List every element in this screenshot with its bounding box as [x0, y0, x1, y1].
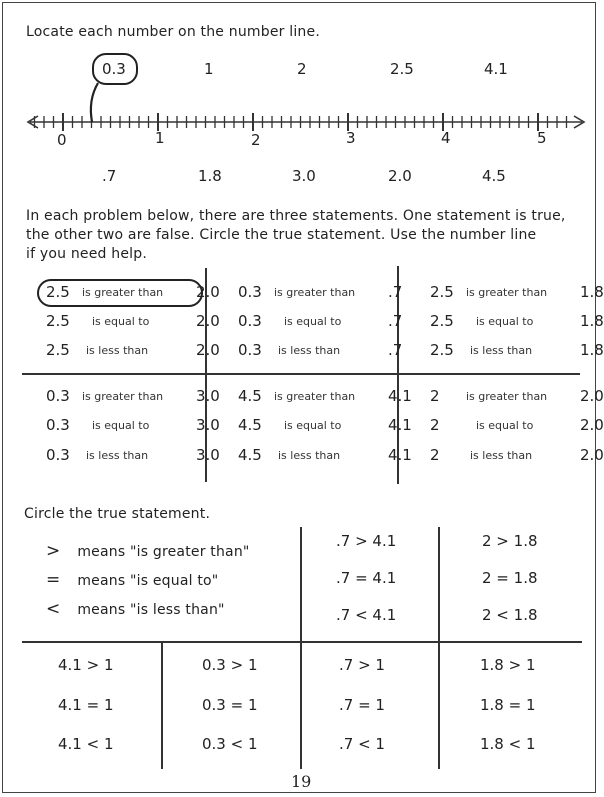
right-value: 2.0 [196, 341, 220, 359]
left-value: 0.3 [46, 446, 70, 464]
left-value: 0.3 [46, 387, 70, 405]
grid-divider [300, 527, 302, 642]
comparison-statement[interactable]: 2 < 1.8 [482, 606, 538, 624]
axis-label: 3 [346, 129, 356, 147]
instruction-locate: Locate each number on the number line. [26, 24, 320, 40]
relation-text: is greater than [274, 286, 356, 299]
bottom-number: 4.5 [482, 167, 506, 185]
right-value: 4.1 [388, 387, 412, 405]
comparison-statement[interactable]: 2 = 1.8 [482, 569, 538, 587]
comparison-statement[interactable]: 1.8 > 1 [480, 656, 536, 674]
right-value: .7 [388, 312, 403, 330]
less-than-symbol: < [46, 599, 61, 619]
comparison-statement[interactable]: .7 < 1 [339, 735, 385, 753]
instruction-line: if you need help. [26, 246, 147, 262]
left-value: 2 [430, 416, 440, 434]
top-number: 2 [297, 60, 307, 78]
left-value: 0.3 [238, 283, 262, 301]
comparison-statement[interactable]: .7 = 1 [339, 696, 385, 714]
right-value: 3.0 [196, 387, 220, 405]
relation-text: is greater than [82, 390, 164, 403]
right-value: 3.0 [196, 446, 220, 464]
comparison-statement[interactable]: 4.1 > 1 [58, 656, 114, 674]
bottom-number: 1.8 [198, 167, 222, 185]
relation-text: is equal to [92, 419, 150, 432]
grid-divider [161, 642, 163, 769]
comparison-statement[interactable]: 1.8 = 1 [480, 696, 536, 714]
comparison-statement[interactable]: 4.1 = 1 [58, 696, 114, 714]
axis-label: 0 [57, 131, 67, 149]
right-value: 2.0 [580, 387, 604, 405]
relation-text: is equal to [284, 419, 342, 432]
relation-text: is equal to [476, 419, 534, 432]
legend-text: means "is less than" [77, 602, 225, 618]
comparison-statement[interactable]: 0.3 > 1 [202, 656, 258, 674]
right-value: 4.1 [388, 446, 412, 464]
right-value: 4.1 [388, 416, 412, 434]
comparison-statement[interactable]: .7 < 4.1 [336, 606, 397, 624]
right-value: 2.0 [580, 446, 604, 464]
grid-divider [22, 641, 582, 643]
axis-label: 4 [441, 129, 451, 147]
grid-divider [22, 373, 580, 375]
comparison-statement[interactable]: 0.3 = 1 [202, 696, 258, 714]
page-number: 19 [291, 772, 312, 791]
relation-text: is greater than [466, 390, 548, 403]
answer-pointer-stroke [91, 83, 98, 122]
relation-text: is less than [278, 449, 341, 462]
relation-text: is less than [86, 344, 149, 357]
grid-divider [438, 642, 440, 769]
right-value: 2.0 [580, 416, 604, 434]
right-value: 1.8 [580, 341, 604, 359]
left-value: 2.5 [430, 312, 454, 330]
comparison-statement[interactable]: .7 > 1 [339, 656, 385, 674]
left-value: 2 [430, 387, 440, 405]
relation-text: is equal to [92, 315, 150, 328]
comparison-statement[interactable]: .7 = 4.1 [336, 569, 397, 587]
legend-row [46, 599, 225, 619]
equal-symbol: = [46, 570, 61, 590]
right-value: .7 [388, 341, 403, 359]
relation-text: is less than [86, 449, 149, 462]
comparison-statement[interactable]: .7 > 4.1 [336, 532, 397, 550]
right-value: 1.8 [580, 283, 604, 301]
left-value: 2 [430, 446, 440, 464]
left-value: 2.5 [430, 341, 454, 359]
circled-answer-mark [37, 279, 203, 307]
left-value: 4.5 [238, 387, 262, 405]
left-value: 0.3 [238, 312, 262, 330]
left-value: 4.5 [238, 446, 262, 464]
instruction-line: the other two are false. Circle the true statement. Use the number line [26, 227, 537, 243]
axis-label: 2 [251, 131, 261, 149]
relation-text: is less than [470, 449, 533, 462]
left-value: 2.5 [46, 341, 70, 359]
relation-text: is greater than [82, 286, 164, 299]
relation-text: is less than [278, 344, 341, 357]
axis-label: 1 [155, 129, 165, 147]
bottom-number: 3.0 [292, 167, 316, 185]
legend-row [46, 541, 250, 561]
left-value: 4.5 [238, 416, 262, 434]
right-value: 1.8 [580, 312, 604, 330]
left-value: 2.5 [46, 283, 70, 301]
comparison-statement[interactable]: 4.1 < 1 [58, 735, 114, 753]
grid-divider [300, 642, 302, 769]
bottom-number: .7 [102, 167, 117, 185]
right-value: 2.0 [196, 283, 220, 301]
right-value: 2.0 [196, 312, 220, 330]
left-value: 2.5 [430, 283, 454, 301]
relation-text: is greater than [274, 390, 356, 403]
relation-text: is less than [470, 344, 533, 357]
left-value: 0.3 [46, 416, 70, 434]
instruction-line: In each problem below, there are three statements. One statement is true, [26, 208, 566, 224]
legend-text: means "is greater than" [77, 544, 250, 560]
relation-text: is equal to [476, 315, 534, 328]
relation-text: is equal to [284, 315, 342, 328]
bottom-number: 2.0 [388, 167, 412, 185]
grid-divider [438, 527, 440, 642]
comparison-statement[interactable]: 0.3 < 1 [202, 735, 258, 753]
left-value: 0.3 [238, 341, 262, 359]
instruction-circle: Circle the true statement. [24, 506, 211, 522]
legend-text: means "is equal to" [77, 573, 219, 589]
right-value: .7 [388, 283, 403, 301]
top-number: 0.3 [102, 60, 126, 78]
axis-label: 5 [537, 129, 547, 147]
greater-than-symbol: > [46, 541, 61, 561]
top-number: 1 [204, 60, 214, 78]
top-number: 2.5 [390, 60, 414, 78]
right-value: 3.0 [196, 416, 220, 434]
top-number: 4.1 [484, 60, 508, 78]
relation-text: is greater than [466, 286, 548, 299]
left-value: 2.5 [46, 312, 70, 330]
comparison-statement[interactable]: 2 > 1.8 [482, 532, 538, 550]
comparison-statement[interactable]: 1.8 < 1 [480, 735, 536, 753]
legend-row [46, 570, 218, 590]
